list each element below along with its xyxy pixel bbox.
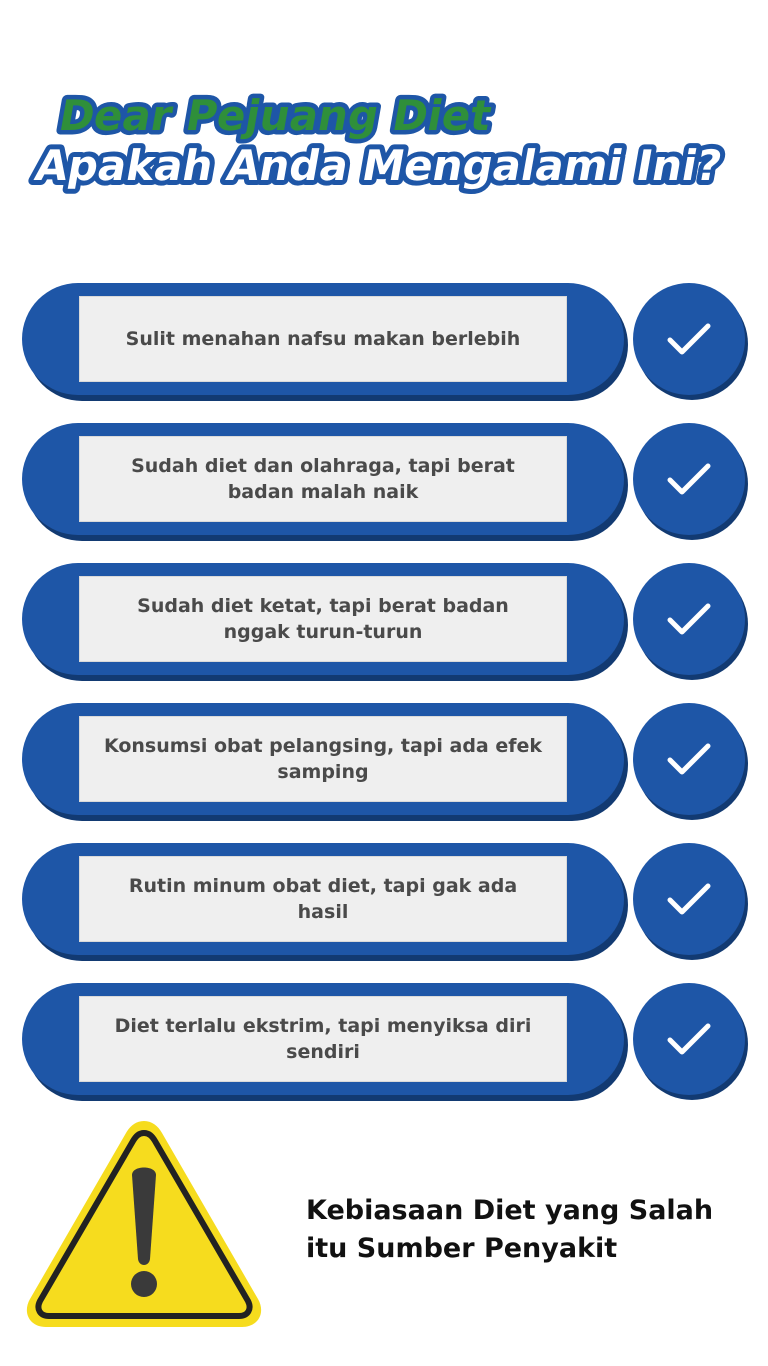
checkmark-icon <box>665 599 713 639</box>
checkmark-icon <box>665 1019 713 1059</box>
symptom-item <box>22 843 746 955</box>
item-pill <box>22 283 624 395</box>
item-pill <box>22 423 624 535</box>
caption-line1: Kebiasaan Diet yang Salah <box>306 1195 714 1226</box>
item-text: Rutin minum obat diet, tapi gak ada hasil <box>128 875 518 923</box>
item-pill <box>22 563 624 675</box>
item-pill <box>22 703 624 815</box>
headline-art <box>0 0 768 240</box>
checkmark-circle <box>633 283 745 395</box>
item-card <box>79 576 567 662</box>
item-text: Diet terlalu ekstrim, tapi menyiksa diri sendiri <box>114 1015 532 1063</box>
checkmark-circle <box>633 423 745 535</box>
checkmark-circle <box>633 983 745 1095</box>
headline-line1: Dear Pejuang Diet <box>55 91 496 140</box>
symptom-item <box>22 283 746 395</box>
item-pill <box>22 983 624 1095</box>
checkmark-icon <box>665 739 713 779</box>
item-card <box>79 296 567 382</box>
item-card <box>79 996 567 1082</box>
symptom-item <box>22 703 746 815</box>
checkmark-circle <box>633 843 745 955</box>
checkmark-circle <box>633 703 745 815</box>
symptom-item <box>22 423 746 535</box>
checkmark-icon <box>665 879 713 919</box>
caption-line2: itu Sumber Penyakit <box>306 1233 618 1264</box>
item-pill <box>22 843 624 955</box>
item-text: Sudah diet dan olahraga, tapi berat badan malah naik <box>131 455 515 503</box>
item-card <box>79 716 567 802</box>
item-text: Sudah diet ketat, tapi berat badan nggak turun-turun <box>137 595 509 643</box>
warning-caption <box>306 1192 756 1268</box>
checkmark-circle <box>633 563 745 675</box>
symptom-item <box>22 983 746 1095</box>
symptom-item <box>22 563 746 675</box>
item-text: Sulit menahan nafsu makan berlebih <box>125 328 521 350</box>
headline <box>0 0 768 240</box>
item-card <box>79 436 567 522</box>
headline-line2: Apakah Anda Mengalami Ini? <box>31 141 726 190</box>
checkmark-icon <box>665 459 713 499</box>
checkmark-icon <box>665 319 713 359</box>
item-text: Konsumsi obat pelangsing, tapi ada efek samping <box>103 735 543 783</box>
warning-triangle-icon <box>22 1113 266 1333</box>
item-card <box>79 856 567 942</box>
